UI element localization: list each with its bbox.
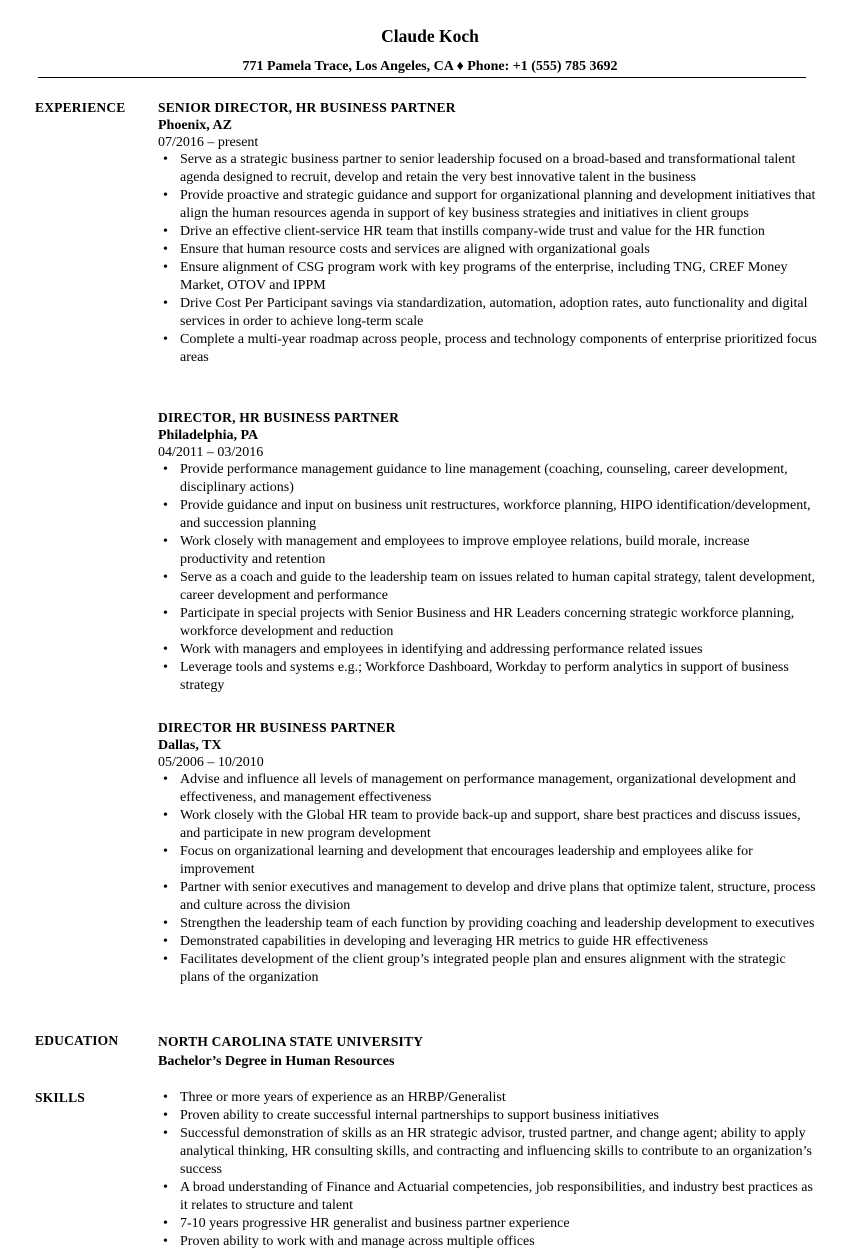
- list-item: • Demonstrated capabilities in developing and leveraging HR metrics to guide HR effectiveness: [158, 933, 818, 951]
- list-item: • Focus on organizational learning and development that encourages leadership and employees alike for improvement: [158, 843, 818, 879]
- section-label-skills: SKILLS: [35, 1090, 85, 1105]
- list-item: • Partner with senior executives and management to develop and drive plans that optimize talent, structure, process and culture across the division: [158, 879, 818, 915]
- job-title: SENIOR DIRECTOR, HR BUSINESS PARTNER: [158, 100, 456, 115]
- list-item: • Three or more years of experience as an HRBP/Generalist: [158, 1089, 818, 1107]
- job-title: DIRECTOR HR BUSINESS PARTNER: [158, 720, 396, 735]
- list-item: • A broad understanding of Finance and Actuarial competencies, job responsibilities, and industry best practices as it relates to structure and talent: [158, 1179, 818, 1215]
- list-item: • Ensure that human resource costs and services are aligned with organizational goals: [158, 241, 818, 259]
- list-item: • Leverage tools and systems e.g.; Workforce Dashboard, Workday to perform analytics in support of business strategy: [158, 659, 818, 695]
- candidate-name: Claude Koch: [381, 26, 479, 46]
- job-location: Philadelphia, PA: [158, 428, 259, 443]
- list-item: • Participate in special projects with Senior Business and HR Leaders concerning strategic workforce planning, workforce development and reduction: [158, 605, 818, 641]
- list-item: • Work closely with the Global HR team to provide back-up and support, share best practices and discuss issues, and participate in new program development: [158, 807, 818, 843]
- school-name: NORTH CAROLINA STATE UNIVERSITY: [158, 1034, 424, 1049]
- job-bullets: [158, 771, 818, 987]
- list-item: • Work with managers and employees in identifying and addressing performance related issues: [158, 641, 818, 659]
- section-label-education: EDUCATION: [35, 1033, 119, 1048]
- job-bullets: [158, 151, 818, 367]
- list-item: • Ensure alignment of CSG program work with key programs of the enterprise, including TNG, CREF Money Market, OTOV and IPPM: [158, 259, 818, 295]
- job-dates: 04/2011 – 03/2016: [158, 445, 264, 460]
- list-item: • Proven ability to create successful internal partnerships to support business initiatives: [158, 1107, 818, 1125]
- job-bullets: [158, 461, 818, 695]
- list-item: • Strengthen the leadership team of each function by providing coaching and leadership development to executives: [158, 915, 818, 933]
- list-item: • Complete a multi-year roadmap across people, process and technology components of enterprise prioritized focus areas: [158, 331, 818, 367]
- job-dates: 07/2016 – present: [158, 135, 259, 150]
- list-item: • 7-10 years progressive HR generalist and business partner experience: [158, 1215, 818, 1233]
- header-divider: [38, 77, 806, 78]
- list-item: • Work closely with management and employees to improve employee relations, build morale, increase productivity and retention: [158, 533, 818, 569]
- list-item: • Serve as a coach and guide to the leadership team on issues related to human capital strategy, talent development, career development and performance: [158, 569, 818, 605]
- list-item: • Serve as a strategic business partner to senior leadership focused on a broad-based and transformational talent agenda designed to recruit, develop and retain the very best innovative talent in the business: [158, 151, 818, 187]
- skills-list: [158, 1089, 818, 1251]
- list-item: • Provide proactive and strategic guidance and support for organizational planning and development initiatives that align the human resources agenda in support of key business strategies and initiatives in client groups: [158, 187, 818, 223]
- education-body: [158, 1032, 818, 1072]
- job-entry: [158, 719, 818, 987]
- list-item: • Drive an effective client-service HR team that instills company-wide trust and value for the HR function: [158, 223, 818, 241]
- skills-body: [158, 1089, 818, 1251]
- list-item: • Provide guidance and input on business unit restructures, workforce planning, HIPO identification/development, and succession planning: [158, 497, 818, 533]
- section-label-experience: EXPERIENCE: [35, 100, 126, 115]
- degree: Bachelor’s Degree in Human Resources: [158, 1054, 395, 1069]
- job-entry: [158, 99, 818, 367]
- list-item: • Advise and influence all levels of management on performance management, organizational development and effectiveness, and management effectiveness: [158, 771, 818, 807]
- job-entry: [158, 409, 818, 695]
- job-dates: 05/2006 – 10/2010: [158, 755, 264, 770]
- job-location: Dallas, TX: [158, 738, 222, 753]
- list-item: • Successful demonstration of skills as an HR strategic advisor, trusted partner, and change agent; ability to apply analytical thinking, HR consulting skills, and contracting and influencing skills to contribute to an organization’s success: [158, 1125, 818, 1179]
- contact-line: 771 Pamela Trace, Los Angeles, CA ♦ Phone: +1 (555) 785 3692: [242, 59, 618, 74]
- job-location: Phoenix, AZ: [158, 118, 232, 133]
- list-item: • Drive Cost Per Participant savings via standardization, automation, adoption rates, auto functionality and digital services in order to achieve long-term scale: [158, 295, 818, 331]
- job-title: DIRECTOR, HR BUSINESS PARTNER: [158, 410, 400, 425]
- list-item: • Provide performance management guidance to line management (coaching, counseling, career development, disciplinary actions): [158, 461, 818, 497]
- list-item: • Proven ability to work with and manage across multiple offices: [158, 1233, 818, 1251]
- list-item: • Facilitates development of the client group’s integrated people plan and ensures alignment with the strategic plans of the organization: [158, 951, 818, 987]
